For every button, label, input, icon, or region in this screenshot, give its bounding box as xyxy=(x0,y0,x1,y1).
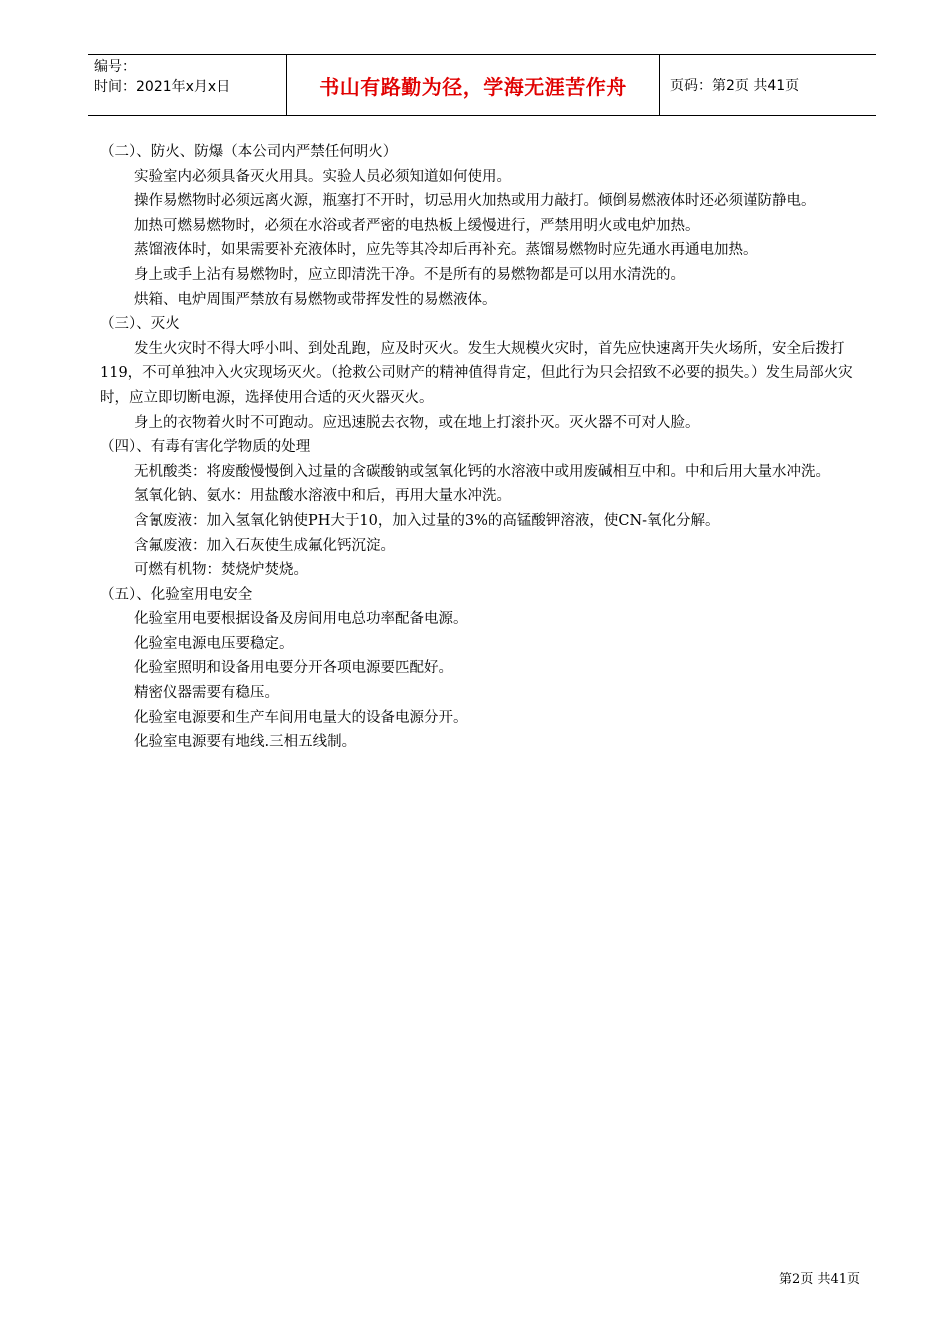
paragraph: 蒸馏液体时，如果需要补充液体时，应先等其冷却后再补充。蒸馏易燃物时应先通水再通电加热。 xyxy=(134,242,758,259)
paragraph: 发生火灾时不得大呼小叫、到处乱跑，应及时灭火。发生大规模火灾时，首先应快速离开失火场所，安全后拨打119，不可单独冲入火灾现场灭火。（抢救公司财产的精神值得肯定，但此行为只会招致不必要的损失。）发生局部火灾时，应立即切断电源，选择使用合适的灭火器灭火。 xyxy=(100,340,853,406)
paragraph: 化验室电源要和生产车间用电量大的设备电源分开。 xyxy=(134,709,468,726)
paragraph: 含氟废液：加入石灰使生成氟化钙沉淀。 xyxy=(134,537,395,554)
paragraph: 实验室内必须具备灭火用具。实验人员必须知道如何使用。 xyxy=(134,168,511,185)
paragraph: 加热可燃易燃物时，必须在水浴或者严密的电热板上缓慢进行，严禁用明火或电炉加热。 xyxy=(134,217,700,234)
paragraph: 身上或手上沾有易燃物时，应立即清洗干净。不是所有的易燃物都是可以用水清洗的。 xyxy=(134,266,685,283)
header-info xyxy=(88,55,286,115)
paragraph: 烘箱、电炉周围严禁放有易燃物或带挥发性的易燃液体。 xyxy=(134,291,497,308)
paragraph: 化验室照明和设备用电要分开各项电源要匹配好。 xyxy=(134,660,453,677)
page-footer: 第2页 共41页 xyxy=(779,1272,860,1287)
header-motto: 书山有路勤为径，学海无涯苦作舟 xyxy=(286,55,660,115)
paragraph: 含氰废液：加入氢氧化钠使PH大于10，加入过量的3%的高锰酸钾溶液，使CN-氧化分解。 xyxy=(134,512,720,529)
section-heading: （三）、灭火 xyxy=(100,316,180,333)
header-page-number: 页码：第2页 共41页 xyxy=(670,78,800,94)
paragraph: 操作易燃物时必须远离火源，瓶塞打不开时，切忌用火加热或用力敲打。倾倒易燃液体时还必须谨防静电。 xyxy=(134,193,816,210)
paragraph: 精密仪器需要有稳压。 xyxy=(134,685,279,702)
document-time-label: 时间：2021年x月x日 xyxy=(94,79,231,95)
paragraph: 化验室电源要有地线.三相五线制。 xyxy=(134,734,357,751)
section-heading: （四）、有毒有害化学物质的处理 xyxy=(100,439,311,456)
paragraph: 化验室用电要根据设备及房间用电总功率配备电源。 xyxy=(134,611,468,628)
section-heading: （五）、化验室用电安全 xyxy=(100,586,253,603)
page-header xyxy=(88,54,876,116)
document-body xyxy=(100,140,870,755)
document-number-label: 编号： xyxy=(94,59,136,75)
paragraph: 氢氧化钠、氨水：用盐酸水溶液中和后，再用大量水冲洗。 xyxy=(134,488,511,505)
paragraph: 无机酸类：将废酸慢慢倒入过量的含碳酸钠或氢氧化钙的水溶液中或用废碱相互中和。中和后用大量水冲洗。 xyxy=(134,463,830,480)
section-heading: （二）、防火、防爆（本公司内严禁任何明火） xyxy=(100,144,398,160)
paragraph: 身上的衣物着火时不可跑动。应迅速脱去衣物，或在地上打滚扑灭。灭火器不可对人脸。 xyxy=(134,414,700,431)
paragraph: 可燃有机物：焚烧炉焚烧。 xyxy=(134,562,308,579)
paragraph: 化验室电源电压要稳定。 xyxy=(134,635,294,652)
